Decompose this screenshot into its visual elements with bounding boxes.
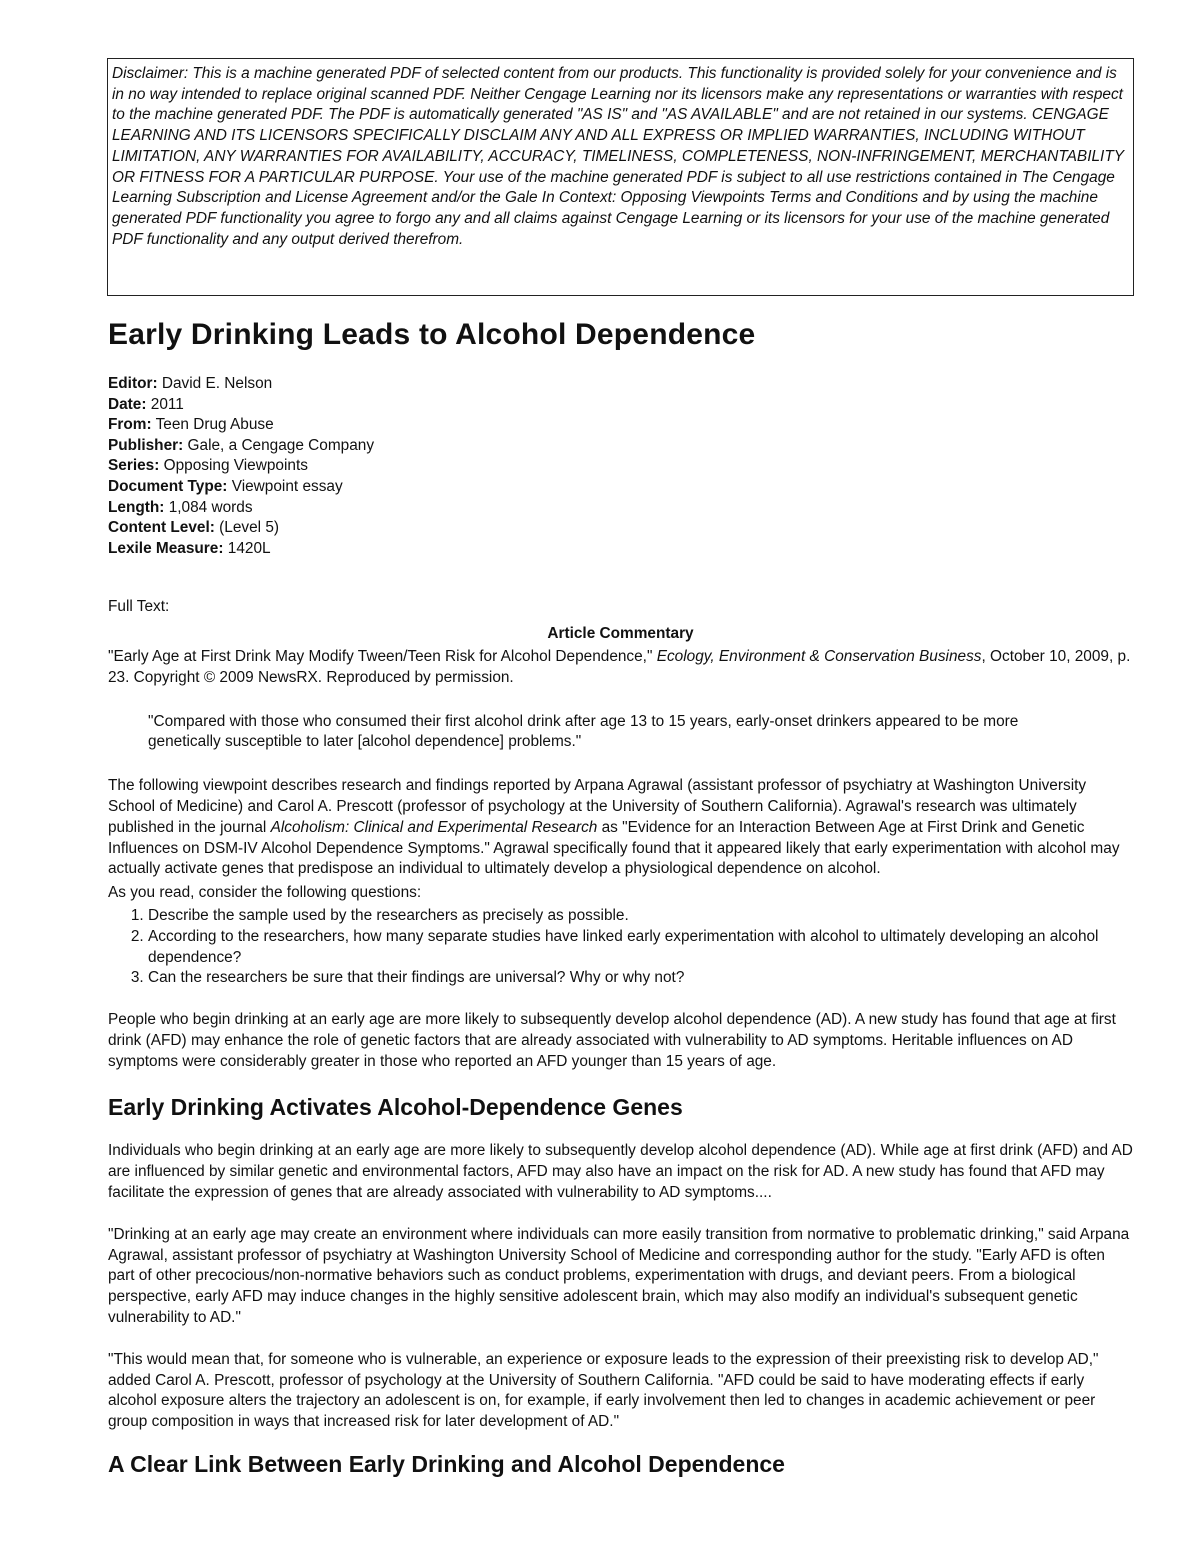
article-metadata [108,374,1133,559]
intro-paragraph [108,776,1133,880]
meta-value: 1420L [223,539,271,557]
meta-value: 2011 [146,395,184,413]
meta-key: Length: [108,498,165,516]
source-text: "Early Age at First Drink May Modify Tween/Teen Risk for Alcohol Dependence," [108,647,657,665]
document-page [108,58,1133,1478]
article-title: Early Drinking Leads to Alcohol Dependence [108,318,756,351]
meta-row-length [108,498,1133,519]
body-paragraph: People who begin drinking at an early age are more likely to subsequently develop alcohol dependence (AD). A new study has found that age at first drink (AFD) may enhance the role of genetic factors that are already associated with vulnerability to AD symptoms. Heritable influences on AD symptoms were considerably greater in those who reported an AFD younger than 15 years of age. [108,1011,1116,1070]
meta-value: Gale, a Cengage Company [183,436,375,454]
intro-text: as "Evidence for an Interaction Between Age at First Drink and Genetic Influences on DSM-IV Alcohol Dependence Symptoms." Agrawal specifically found that it appeared likely that early experimentation with alcohol may actually activate genes that predispose an individual to ultimately develop a physiological dependence on alcohol. [108,818,1120,878]
list-item: 1. Describe the sample used by the researchers as precisely as possible. [148,906,1133,927]
section-heading: Early Drinking Activates Alcohol-Dependence Genes [108,1094,683,1121]
body-paragraph: "This would mean that, for someone who is vulnerable, an experience or exposure leads to the expression of their preexisting risk to develop AD," added Carol A. Prescott, professor of psychology at the University of Southern California. "AFD could be said to have moderating effects if early alcohol exposure alters the trajectory an adolescent is on, for example, if early involvement then led to changes in academic achievement or peer group composition in ways that increased risk for later development of AD." [108,1350,1099,1431]
full-text-label: Full Text: [108,598,170,616]
meta-row-content-level [108,518,1133,539]
meta-key: Date: [108,395,147,413]
list-item: 2. According to the researchers, how many separate studies have linked early experimentation with alcohol to ultimately developing an alcohol dependence? [148,927,1133,969]
meta-key: Editor: [108,375,158,392]
meta-row-publisher [108,436,1133,457]
meta-row-editor [108,374,1133,395]
disclaimer-box: Disclaimer: This is a machine generated PDF of selected content from our products. This functionality is provided solely for your convenience and is in no way intended to replace original scanned PDF. Neither Cengage Learning nor its licensors make any representations or warranties with respect to the machine generated PDF. The PDF is automatically generated "AS IS" and "AS AVAILABLE" and are not retained in our systems. CENGAGE LEARNING AND ITS LICENSORS SPECIFICALLY DISCLAIM ANY AND ALL EXPRESS OR IMPLIED WARRANTIES, INCLUDING WITHOUT LIMITATION, ANY WARRANTIES FOR AVAILABILITY, ACCURACY, TIMELINESS, COMPLETENESS, NON-INFRINGEMENT, MERCHANTABILITY OR FITNESS FOR A PARTICULAR PURPOSE. Your use of the machine generated PDF is subject to all use restrictions contained in The Cengage Learning Subscription and License Agreement and/or the Gale In Context: Opposing Viewpoints Terms and Conditions and by using the machine generated PDF functionality you agree to forgo any and all claims against Cengage Learning or its licensors for your use of the machine generated PDF functionality and any output derived therefrom. [107,58,1134,296]
meta-value: 1,084 words [164,498,253,516]
meta-key: From: [108,416,152,434]
meta-value: (Level 5) [214,519,280,537]
body-paragraph: Individuals who begin drinking at an early age are more likely to subsequently develop alcohol dependence (AD). While age at first drink (AFD) and AD are influenced by similar genetic and environmental factors, AFD may also have an impact on the risk for AD. A new study has found that AFD may facilitate the expression of genes that are already associated with vulnerability to AD symptoms.... [108,1142,1133,1202]
questions-lead: As you read, consider the following questions: [108,884,422,902]
list-item: 3. Can the researchers be sure that their findings are universal? Why or why not? [148,968,1133,989]
meta-key: Lexile Measure: [108,539,224,557]
meta-row-from [108,415,1133,436]
meta-row-series [108,456,1133,477]
meta-value: David E. Nelson [157,375,273,392]
source-citation [108,647,1133,689]
section-heading: A Clear Link Between Early Drinking and Alcohol Dependence [108,1451,785,1478]
meta-key: Content Level: [108,519,215,537]
meta-row-document-type [108,477,1133,498]
meta-row-date [108,395,1133,416]
meta-key: Publisher: [108,436,184,454]
intro-text: The following viewpoint describes research and findings reported by Arpana Agrawal (assistant professor of psychiatry at Washington University School of Medicine) and Carol A. Prescott (professor of psychology at the University of Southern California). Agrawal's research was ultimately published in the journal [108,777,1087,836]
intro-journal: Alcoholism: Clinical and Experimental Research [270,818,598,836]
questions-list [108,906,1133,989]
commentary-title: Article Commentary [547,624,694,642]
meta-value: Teen Drug Abuse [151,416,274,434]
meta-value: Viewpoint essay [227,477,343,495]
pull-quote: "Compared with those who consumed their first alcohol drink after age 13 to 15 years, early-onset drinkers appeared to be more genetically susceptible to later [alcohol dependence] problems." [148,712,1019,751]
meta-value: Opposing Viewpoints [159,457,308,475]
meta-key: Document Type: [108,477,228,495]
body-paragraph: "Drinking at an early age may create an environment where individuals can more easily transition from normative to problematic drinking," said Arpana Agrawal, assistant professor of psychiatry at Washington University School of Medicine and corresponding author for the study. "Early AFD is often part of other precocious/non-normative behaviors such as conduct problems, experimentation with drugs, and deviant peers. From a biological perspective, early AFD may induce changes in the highly sensitive adolescent brain, which may also modify an individual's subsequent genetic vulnerability to AD." [108,1225,1130,1327]
source-journal: Ecology, Environment & Conservation Business [656,647,982,665]
meta-key: Series: [108,457,160,475]
meta-row-lexile [108,539,1133,560]
source-text: , October 10, 2009, p. 23. Copyright © 2009 NewsRX. Reproduced by permission. [108,647,1131,686]
